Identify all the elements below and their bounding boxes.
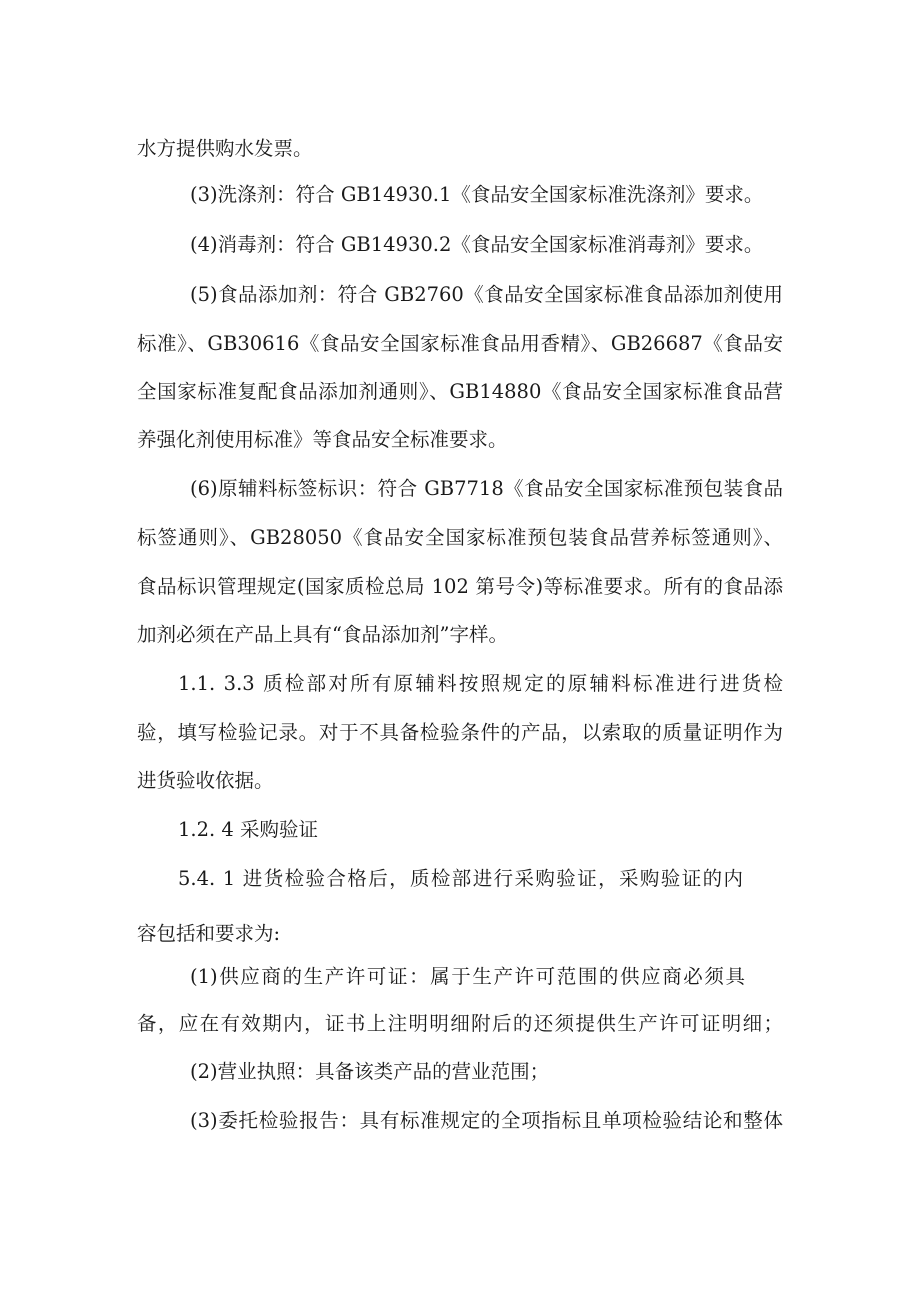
text-line: 备，应在有效期内，证书上注明明细附后的还须提供生产许可证明细； [137,1012,783,1035]
text-line: 水方提供购水发票。 [137,137,313,160]
text-line: 验，填写检验记录。对于不具备检验条件的产品，以索取的质量证明作为 [137,721,783,744]
text-line: (2)营业执照：具备该类产品的营业范围； [190,1060,550,1083]
text-line: 加剂必须在产品上具有“食品添加剂”字样。 [137,623,508,646]
text-line: 进货验收依据。 [137,769,274,792]
text-line: 标签通则》、GB28050《食品安全国家标准预包装食品营养标签通则》、 [137,526,783,549]
text-line: 5.4. 1 进货检验合格后，质检部进行采购验证，采购验证的内 [178,867,743,890]
text-line: (6)原辅料标签标识：符合 GB7718《食品安全国家标准预包装食品 [190,477,783,500]
text-line: 养强化剂使用标准》等食品安全标准要求。 [137,428,508,451]
text-line: 全国家标准复配食品添加剂通则》、GB14880《食品安全国家标准食品营 [137,380,783,403]
text-line: (3)委托检验报告：具有标准规定的全项指标且单项检验结论和整体 [190,1109,783,1132]
text-line: (3)洗涤剂：符合 GB14930.1《食品安全国家标准洗涤剂》要求。 [190,183,764,206]
text-line: 1.1. 3.3 质检部对所有原辅料按照规定的原辅料标准进行进货检 [178,672,783,695]
text-line: (1)供应商的生产许可证：属于生产许可范围的供应商必须具 [190,965,745,988]
text-line: (4)消毒剂：符合 GB14930.2《食品安全国家标准消毒剂》要求。 [190,233,764,256]
text-line: 1.2. 4 采购验证 [178,818,319,841]
text-line: (5)食品添加剂：符合 GB2760《食品安全国家标准食品添加剂使用 [190,283,783,306]
text-line: 食品标识管理规定(国家质检总局 102 第号令)等标准要求。所有的食品添 [137,575,783,598]
text-line: 标准》、GB30616《食品安全国家标准食品用香精》、GB26687《食品安 [137,332,783,355]
text-line: 容包括和要求为: [137,922,281,945]
